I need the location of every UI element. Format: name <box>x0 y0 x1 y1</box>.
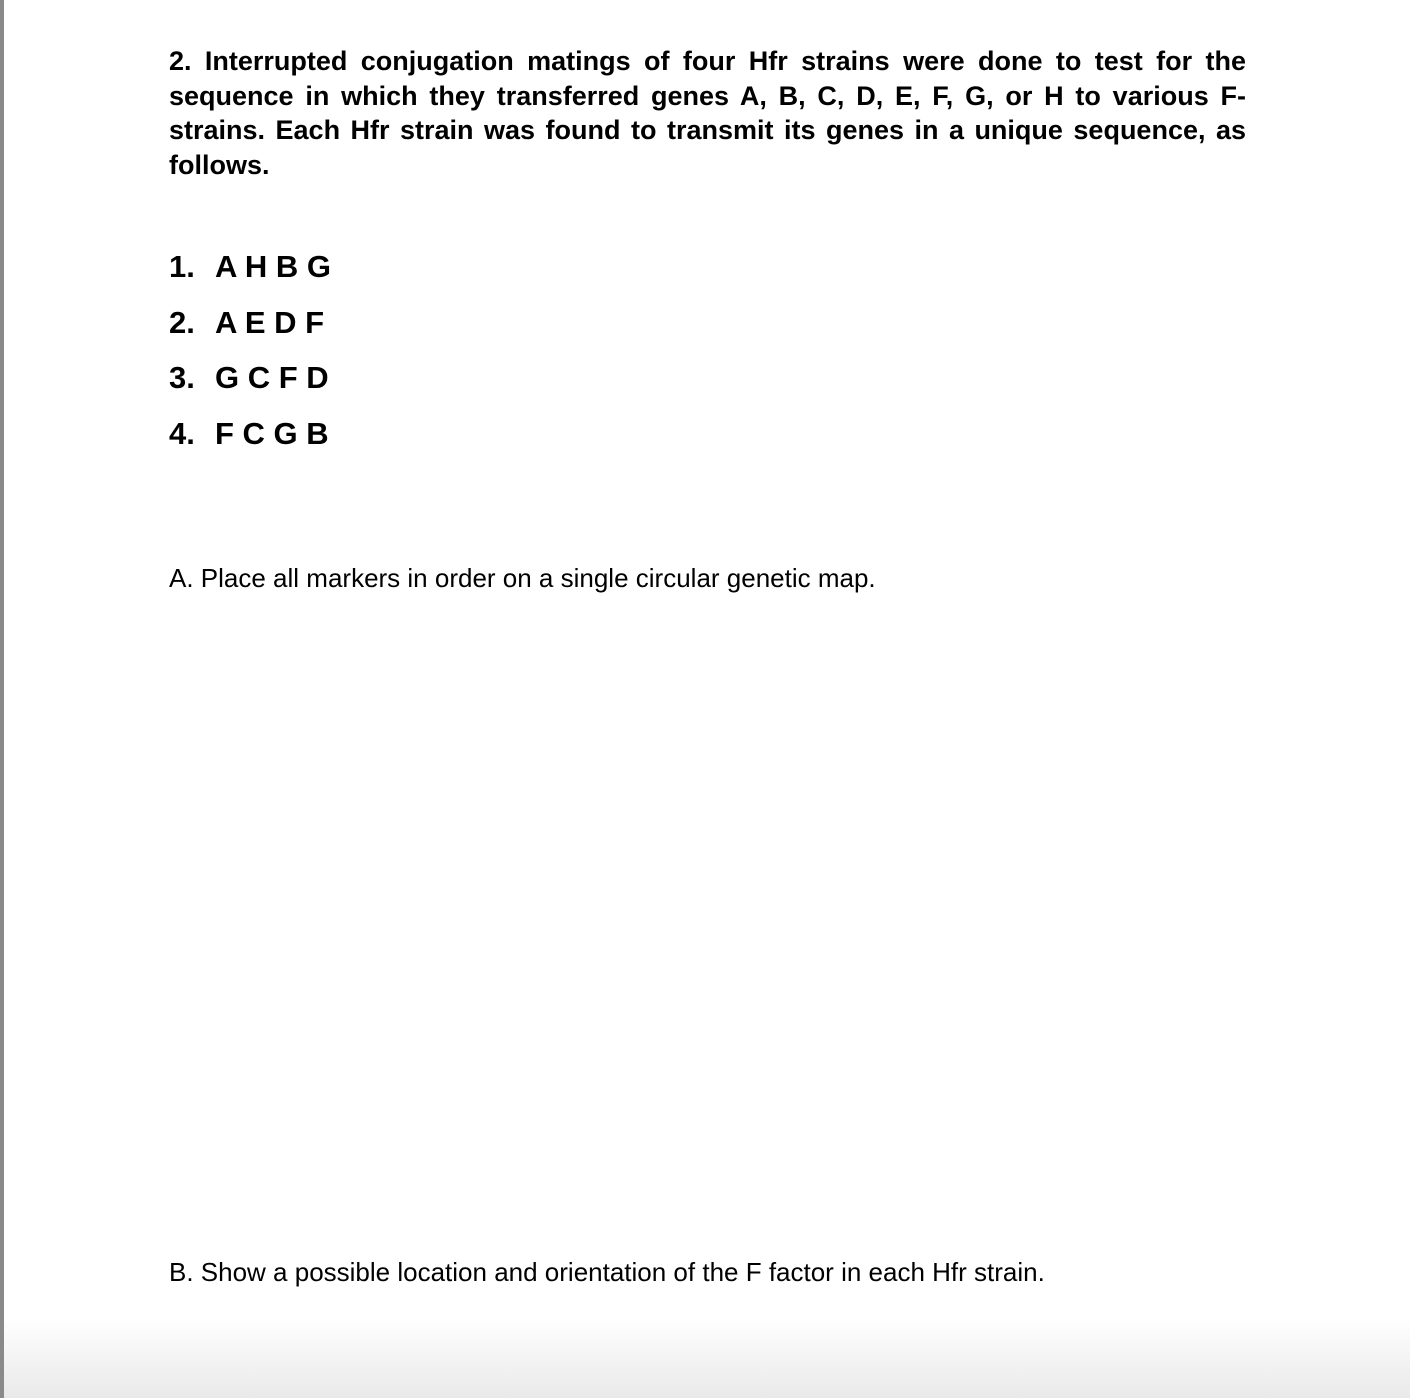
hfr-sequence-item <box>169 414 331 470</box>
sequence-number: 1. <box>169 249 195 284</box>
page-bottom-shadow <box>4 1318 1410 1398</box>
page-left-border <box>0 0 4 1398</box>
sequence-genes: A E D F <box>215 304 325 340</box>
sequence-number: 4. <box>169 416 195 452</box>
sequence-genes: F C G B <box>215 416 329 452</box>
question-b: B. Show a possible location and orientation of the F factor in each Hfr strain. <box>169 1257 1045 1287</box>
hfr-sequence-item <box>169 303 331 359</box>
sequence-genes: G C F D <box>215 360 329 396</box>
sequence-number: 2. <box>169 304 195 340</box>
sequence-genes: A H B G <box>215 249 331 284</box>
hfr-sequence-item <box>169 358 331 414</box>
problem-intro-paragraph: 2. Interrupted conjugation matings of four Hfr strains were done to test for the sequence in which they transferred genes A, B, C, D, E, F, G, or H to various F- strains. Each Hfr strain was found to transmit its genes in a unique sequence, as follows. <box>169 46 1246 180</box>
sequence-number: 3. <box>169 360 195 396</box>
hfr-sequence-list <box>169 247 331 470</box>
hfr-sequence-item <box>169 247 331 303</box>
question-a: A. Place all markers in order on a single circular genetic map. <box>169 563 876 593</box>
document-page <box>169 44 1246 1287</box>
